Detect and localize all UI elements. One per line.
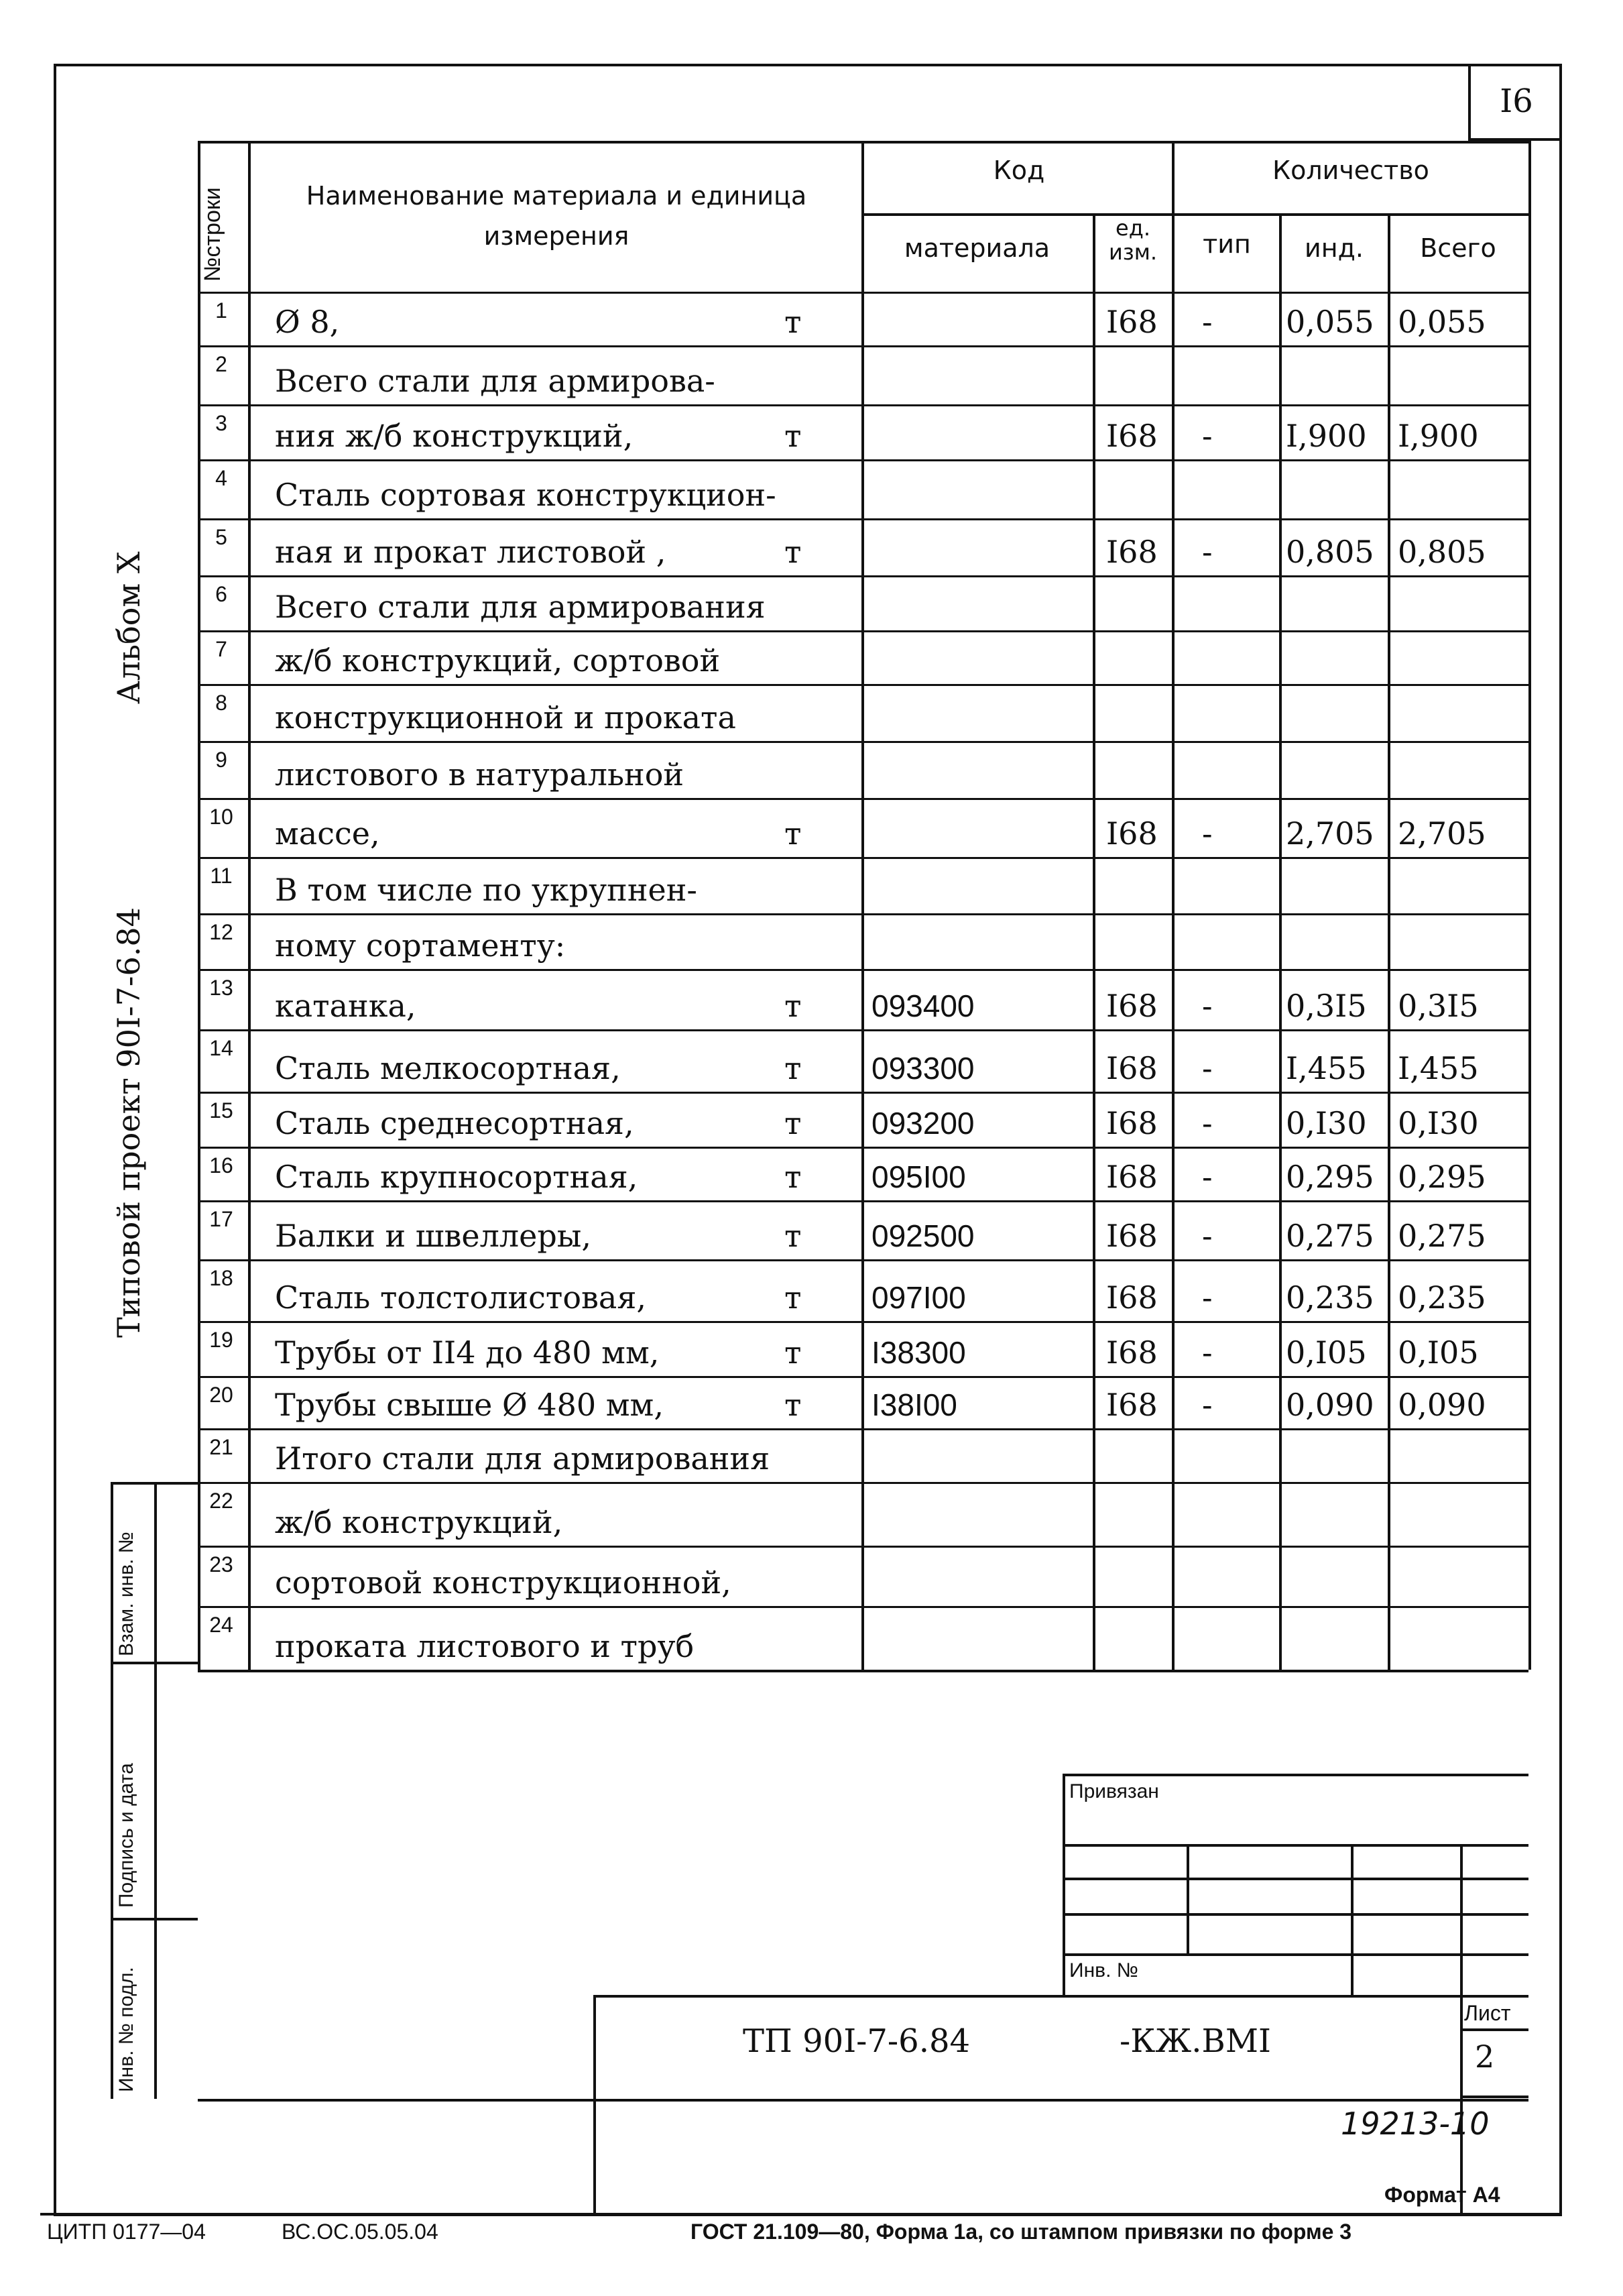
- unit-code: I68: [1106, 1050, 1158, 1086]
- row-number: 18: [209, 1266, 233, 1290]
- material-name: конструкционной и проката: [275, 699, 736, 736]
- qty-type: -: [1202, 1387, 1213, 1423]
- unit-code: I68: [1106, 1159, 1158, 1195]
- row-number: 22: [209, 1489, 233, 1513]
- qty-ind: 0,805: [1286, 534, 1374, 570]
- unit-code: I68: [1106, 1105, 1158, 1141]
- material-code: 097I00: [871, 1280, 966, 1315]
- material-code: I38I00: [871, 1387, 957, 1422]
- material-name: Всего стали для армирова-: [275, 363, 715, 399]
- material-name: листового в натуральной: [275, 756, 684, 793]
- row-number: 20: [209, 1383, 233, 1407]
- row-number: 8: [215, 691, 227, 715]
- qty-type: -: [1202, 534, 1213, 570]
- title-block-top: [198, 1670, 1528, 1672]
- project-label: Типовой проект 90I-7-6.84: [111, 907, 147, 1338]
- podpis-label: Подпись и дата: [115, 1763, 137, 1908]
- material-name: катанка,: [275, 988, 416, 1024]
- column-line: [1172, 141, 1175, 1670]
- unit-code: I68: [1106, 1279, 1158, 1316]
- header-code: Код: [993, 156, 1045, 185]
- material-unit: т: [784, 1105, 802, 1141]
- column-line: [861, 141, 864, 1670]
- material-name: В том числе по укрупнен-: [275, 872, 697, 908]
- qty-total: I,455: [1398, 1050, 1479, 1086]
- material-unit: т: [784, 815, 802, 852]
- qty-ind: 0,235: [1286, 1279, 1374, 1316]
- stamp-top: [1063, 1774, 1528, 1776]
- header-name: Наименование материала и единица измерения: [306, 181, 807, 251]
- qty-ind: 0,3I5: [1286, 988, 1367, 1024]
- material-name: проката листового и труб: [275, 1628, 695, 1664]
- qty-total: 0,235: [1398, 1279, 1486, 1316]
- material-code: 093200: [871, 1106, 975, 1141]
- unit-code: I68: [1106, 1334, 1158, 1371]
- qty-type: -: [1202, 1105, 1213, 1141]
- row-number: 24: [209, 1613, 233, 1637]
- row-number: 14: [209, 1036, 233, 1060]
- qty-ind: 0,275: [1286, 1218, 1374, 1254]
- unit-code: I68: [1106, 815, 1158, 852]
- footer-gost: ГОСТ 21.109—80, Форма 1а, со штампом привязки по форме 3: [690, 2220, 1352, 2244]
- row-number: 1: [215, 298, 227, 323]
- vzam-label: Взам. инв. №: [115, 1532, 137, 1656]
- table-bottom-line: [198, 2099, 1528, 2102]
- qty-ind: 0,295: [1286, 1159, 1374, 1195]
- qty-ind: I,900: [1286, 418, 1367, 454]
- material-code: 093300: [871, 1051, 975, 1086]
- material-unit: т: [784, 988, 802, 1024]
- header-code-material: материала: [904, 233, 1050, 263]
- material-name: Итого стали для армирования: [275, 1440, 770, 1477]
- qty-total: 0,805: [1398, 534, 1486, 570]
- header-q-type: тип: [1203, 229, 1251, 259]
- row-number: 16: [209, 1153, 233, 1178]
- column-line: [1093, 213, 1095, 1670]
- qty-total: 0,3I5: [1398, 988, 1479, 1024]
- qty-ind: 2,705: [1286, 815, 1374, 852]
- row-number: 6: [215, 582, 227, 606]
- unit-code: I68: [1106, 988, 1158, 1024]
- material-name: Трубы свыше Ø 480 мм,: [275, 1387, 664, 1423]
- material-unit: т: [784, 1279, 802, 1316]
- row-number: 5: [215, 525, 227, 549]
- row-number: 3: [215, 411, 227, 435]
- main-stamp-left: [593, 1995, 596, 2216]
- row-number: 12: [209, 920, 233, 944]
- qty-type: -: [1202, 418, 1213, 454]
- material-name: ния ж/б конструкций,: [275, 418, 634, 454]
- main-stamp-top: [593, 1995, 1528, 1998]
- qty-type: -: [1202, 1279, 1213, 1316]
- inv-no-label: Инв. №: [1069, 1959, 1138, 1982]
- material-name: массе,: [275, 815, 380, 852]
- material-unit: т: [784, 1218, 802, 1254]
- row-number: 15: [209, 1098, 233, 1123]
- stamp-line-4: [1063, 1953, 1528, 1956]
- list-divider: [1460, 2028, 1528, 2031]
- material-unit: т: [784, 304, 802, 340]
- qty-total: I,900: [1398, 418, 1479, 454]
- qty-ind: 0,090: [1286, 1387, 1374, 1423]
- unit-code: I68: [1106, 304, 1158, 340]
- format-label: Формат А4: [1384, 2183, 1500, 2207]
- doc-suffix: -КЖ.ВМI: [1120, 2022, 1271, 2060]
- material-unit: т: [784, 418, 802, 454]
- side-divider-2: [111, 1918, 198, 1920]
- material-name: ная и прокат листовой ,: [275, 534, 666, 570]
- qty-total: 0,275: [1398, 1218, 1486, 1254]
- row-number: 23: [209, 1552, 233, 1576]
- row-number: 13: [209, 976, 233, 1000]
- column-line: [1528, 141, 1531, 1670]
- material-unit: т: [784, 534, 802, 570]
- footer-line: [40, 2213, 1562, 2216]
- stamp-line-2: [1063, 1878, 1528, 1880]
- material-code: I38300: [871, 1335, 966, 1370]
- unit-code: I68: [1106, 1387, 1158, 1423]
- qty-total: 0,I05: [1398, 1334, 1479, 1371]
- row-number: 4: [215, 466, 227, 490]
- handwritten-number: 19213-10: [1341, 2106, 1490, 2142]
- qty-total: 2,705: [1398, 815, 1486, 852]
- stamp-col-2: [1351, 1844, 1354, 1995]
- header-mid-line: [861, 213, 1528, 216]
- qty-ind: 0,I30: [1286, 1105, 1367, 1141]
- row-number: 9: [215, 748, 227, 772]
- list-value: 2: [1475, 2039, 1495, 2075]
- material-name: сортовой конструкционной,: [275, 1564, 731, 1601]
- stamp-col-1: [1187, 1844, 1189, 1953]
- row-number: 17: [209, 1207, 233, 1231]
- material-code: 093400: [871, 988, 975, 1023]
- header-code-unit: ед. изм.: [1108, 215, 1158, 265]
- side-strip-right: [154, 1482, 157, 2099]
- row-number: 10: [209, 805, 233, 829]
- material-unit: т: [784, 1334, 802, 1371]
- material-code: 095I00: [871, 1159, 966, 1194]
- qty-type: -: [1202, 1218, 1213, 1254]
- footer-middle-code: ВС.ОС.05.05.04: [282, 2220, 438, 2244]
- qty-ind: 0,I05: [1286, 1334, 1367, 1371]
- row-number: 7: [215, 637, 227, 661]
- material-name: Сталь крупносортная,: [275, 1159, 638, 1195]
- footer-left-code: ЦИТП 0177—04: [47, 2220, 206, 2244]
- material-name: Всего стали для армирования: [275, 589, 766, 625]
- header-quantity: Количество: [1272, 156, 1429, 185]
- qty-total: 0,055: [1398, 304, 1486, 340]
- material-name: ж/б конструкций,: [275, 1504, 563, 1540]
- side-strip-top: [111, 1482, 198, 1485]
- album-label: Альбом X: [111, 551, 147, 704]
- qty-type: -: [1202, 304, 1213, 340]
- row-number: 21: [209, 1435, 233, 1459]
- unit-code: I68: [1106, 534, 1158, 570]
- column-line: [1279, 213, 1282, 1670]
- stamp-line-3: [1063, 1913, 1528, 1916]
- qty-type: -: [1202, 815, 1213, 852]
- qty-ind: 0,055: [1286, 304, 1374, 340]
- row-number: 2: [215, 352, 227, 376]
- list-label: Лист: [1464, 2001, 1511, 2025]
- qty-type: -: [1202, 1050, 1213, 1086]
- qty-total: 0,090: [1398, 1387, 1486, 1423]
- qty-ind: I,455: [1286, 1050, 1367, 1086]
- row-number: 19: [209, 1328, 233, 1352]
- qty-total: 0,295: [1398, 1159, 1486, 1195]
- sheet-number: I6: [1468, 64, 1562, 141]
- list-bottom: [1460, 2096, 1528, 2098]
- stamp-line-1: [1063, 1844, 1528, 1847]
- column-line: [1388, 213, 1390, 1670]
- material-unit: т: [784, 1159, 802, 1195]
- privyazan-label: Привязан: [1069, 1780, 1159, 1802]
- material-name: Сталь сортовая конструкцион-: [275, 477, 776, 513]
- inv-podl-label: Инв. № подл.: [115, 1967, 137, 2092]
- material-name: Сталь толстолистовая,: [275, 1279, 646, 1316]
- side-strip-left: [111, 1482, 113, 2099]
- column-line: [248, 141, 251, 1670]
- material-name: ному сортаменту:: [275, 927, 566, 964]
- qty-type: -: [1202, 1334, 1213, 1371]
- material-unit: т: [784, 1387, 802, 1423]
- doc-code: ТП 90I-7-6.84: [743, 2022, 971, 2060]
- header-q-ind: инд.: [1305, 233, 1364, 263]
- unit-code: I68: [1106, 418, 1158, 454]
- header-q-total: Всего: [1420, 233, 1496, 263]
- material-name: Ø 8,: [275, 304, 340, 340]
- material-name: ж/б конструкций, сортовой: [275, 642, 721, 679]
- unit-code: I68: [1106, 1218, 1158, 1254]
- material-name: Сталь мелкосортная,: [275, 1050, 621, 1086]
- qty-type: -: [1202, 988, 1213, 1024]
- side-divider-1: [111, 1662, 198, 1664]
- qty-total: 0,I30: [1398, 1105, 1479, 1141]
- material-name: Сталь среднесортная,: [275, 1105, 634, 1141]
- material-name: Трубы от II4 до 480 мм,: [275, 1334, 660, 1371]
- material-code: 092500: [871, 1218, 975, 1253]
- material-name: Балки и швеллеры,: [275, 1218, 591, 1254]
- header-row-no: №строки: [200, 187, 225, 282]
- row-number: 11: [210, 864, 233, 888]
- qty-type: -: [1202, 1159, 1213, 1195]
- material-unit: т: [784, 1050, 802, 1086]
- stamp-left: [1063, 1774, 1065, 1995]
